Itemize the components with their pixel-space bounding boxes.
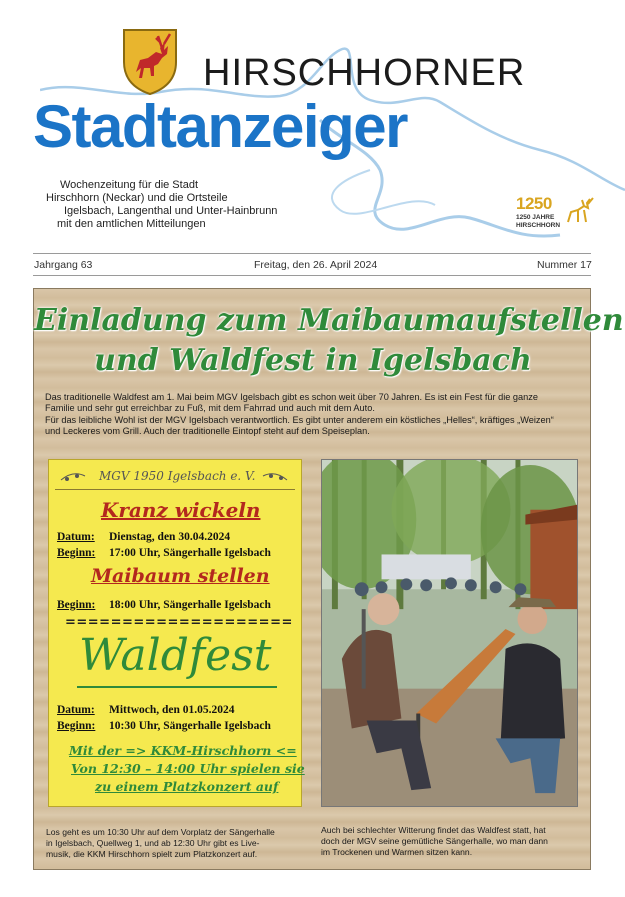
caption-left-line: in Igelsbach, Quellweg 1, und ab 12:30 Uhr gibt es Live-	[46, 838, 260, 848]
issue-volume: Jahrgang 63	[34, 259, 93, 271]
festival-crowd-photo	[321, 459, 578, 807]
caption-right-line: im Trockenen und Warmen sitzen kann.	[321, 847, 473, 857]
poster-intro-line: Das traditionelle Waldfest am 1. Mai beim MGV Igelsbach gibt es schon weit über 70 Jahren. Es ist ein Fest für die ganze	[45, 392, 538, 402]
event1-date-label: Datum:	[57, 531, 95, 543]
anniversary-line2: HIRSCHHORN	[516, 222, 561, 229]
band-line2: Von 12:30 – 14:00 Uhr spielen sie	[71, 761, 305, 776]
poster-headline-line1: Einladung zum Maibaumaufstellen	[34, 303, 624, 338]
poster-intro-line: Für das leibliche Wohl ist der MGV Igelsbach verantwortlich. Es gibt unter anderem ein köstliches „Helles“, kräftiges „Weizen“	[45, 415, 554, 425]
flyer-club-name: MGV 1950 Igelsbach e. V.	[99, 469, 256, 483]
caption-right-line: doch der MGV seine gemütliche Sängerhalle, wo man dann	[321, 836, 548, 846]
flyer-separator: ====================	[65, 615, 293, 630]
event3-start: 10:30 Uhr, Sängerhalle Igelsbach	[109, 720, 271, 732]
masthead-title-top: HIRSCHHORNER	[203, 52, 526, 94]
anniversary-logo	[510, 194, 598, 234]
masthead-subtitle-line: Igelsbach, Langenthal und Unter-Hainbrunn	[64, 205, 278, 217]
issue-date: Freitag, den 26. April 2024	[254, 259, 378, 271]
music-notes-icon	[59, 468, 87, 484]
event3-date: Mittwoch, den 01.05.2024	[109, 704, 235, 716]
issue-number: Nummer 17	[537, 259, 592, 271]
poster-intro-line: und Leckeres vom Grill. Auch der traditionelle Eintopf steht auf dem Speiseplan.	[45, 426, 370, 436]
band-line1: Mit der => KKM-Hirschhorn <=	[69, 743, 297, 758]
anniversary-line1: 1250 JAHRE	[516, 214, 555, 221]
event3-title: Waldfest	[79, 630, 272, 681]
masthead-subtitle-line: mit den amtlichen Mitteilungen	[57, 218, 206, 230]
event2-title: Maibaum stellen	[91, 565, 270, 587]
event2-start: 18:00 Uhr, Sängerhalle Igelsbach	[109, 599, 271, 611]
music-notes-icon	[261, 468, 289, 484]
caption-left-line: Los geht es um 10:30 Uhr auf dem Vorplatz der Sängerhalle	[46, 827, 275, 837]
event-poster	[33, 288, 624, 870]
divider-bottom	[33, 275, 591, 276]
masthead-subtitle-line: Wochenzeitung für die Stadt	[60, 179, 198, 191]
event-flyer	[48, 459, 305, 807]
caption-left-line: musik, die KKM Hirschhorn spielt zum Platzkonzert auf.	[46, 849, 258, 859]
event2-start-label: Beginn:	[57, 599, 96, 611]
masthead-subtitle-line: Hirschhorn (Neckar) und die Ortsteile	[46, 192, 228, 204]
anniversary-year: 1250	[516, 194, 552, 213]
masthead-title-main: Stadtanzeiger	[33, 93, 407, 160]
event3-underline	[77, 686, 277, 688]
event1-start: 17:00 Uhr, Sängerhalle Igelsbach	[109, 547, 271, 559]
event1-start-label: Beginn:	[57, 547, 96, 559]
event3-date-label: Datum:	[57, 704, 95, 716]
flyer-rule	[55, 489, 295, 490]
event3-start-label: Beginn:	[57, 720, 96, 732]
event1-date: Dienstag, den 30.04.2024	[109, 531, 231, 543]
deer-icon	[564, 196, 596, 226]
poster-headline-line2: und Waldfest in Igelsbach	[94, 343, 532, 378]
town-crest-deer-icon	[118, 24, 182, 96]
event1-title: Kranz wickeln	[101, 498, 261, 522]
band-line3: zu einem Platzkonzert auf	[95, 779, 279, 794]
poster-intro-line: Familie und sehr gut erreichbar zu Fuß, mit dem Fahrrad und auch mit dem Auto.	[45, 403, 375, 413]
divider-top	[33, 253, 591, 254]
caption-right-line: Auch bei schlechter Witterung findet das Waldfest statt, hat	[321, 825, 546, 835]
